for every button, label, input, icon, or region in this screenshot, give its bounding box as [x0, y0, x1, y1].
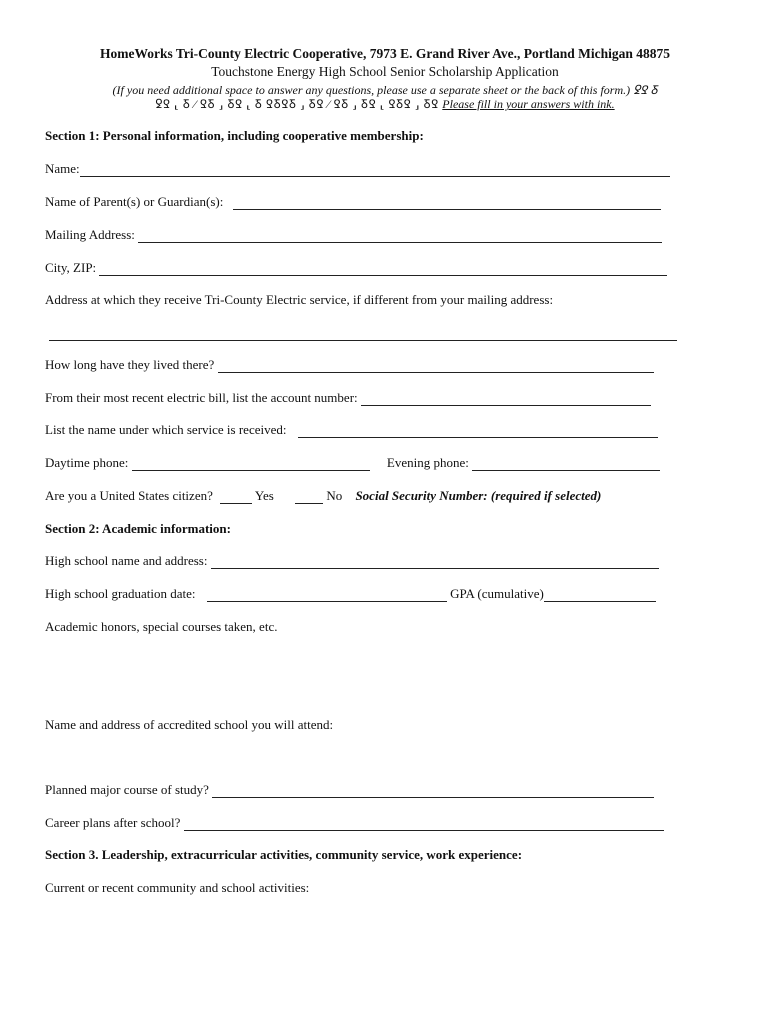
account-row — [45, 390, 651, 406]
honors-textarea[interactable] — [45, 640, 679, 710]
city-label: City, ZIP: — [45, 260, 97, 275]
career-label: Career plans after school? — [45, 815, 181, 830]
citizen-label: Are you a United States citizen? — [45, 488, 213, 503]
name-row — [45, 161, 670, 177]
daytime-label: Daytime phone: — [45, 455, 129, 470]
gpa-input[interactable] — [544, 588, 656, 602]
no-label: No — [326, 488, 343, 503]
college-label: Name and address of accredited school you will attend: — [45, 717, 334, 732]
grad-date-input[interactable] — [207, 588, 447, 602]
daytime-phone-input[interactable] — [132, 457, 370, 471]
evening-phone-input[interactable] — [472, 457, 660, 471]
garbled-glyphs-line: ꝿꝾ ⸤ Ᵹ ⁄ ꝾꝽ ⸥ ꝽꝾ ⸤ Ᵹ ꝾꝽꝾꝽ ⸥ ꝽꝾ ⁄ ꝾꝽ ⸥ ꝽꝾ ⸤ ꝾꝽꝾ ⸥ ꝽꝾ — [155, 97, 443, 111]
major-row — [45, 782, 654, 798]
career-input[interactable] — [184, 817, 664, 831]
garbled-glyphs: ꝿꝾ Ᵹ — [633, 83, 658, 97]
mailing-row — [45, 227, 662, 243]
section-3-title: Section 3. Leadership, extracurricular activities, community service, work experience: — [45, 847, 523, 862]
how-long-input[interactable] — [218, 359, 654, 373]
service-name-input[interactable] — [298, 424, 658, 438]
hs-label: High school name and address: — [45, 553, 208, 568]
citizen-row — [45, 488, 601, 504]
hs-row — [45, 553, 659, 569]
ssn-label: Social Security Number: (required if selected) — [355, 488, 602, 503]
how-long-label: How long have they lived there? — [45, 357, 215, 372]
alt-address-label: Address at which they receive Tri-County Electric service, if different from your mailing address: — [45, 292, 554, 307]
name-input[interactable] — [80, 163, 670, 177]
career-row — [45, 815, 664, 831]
evening-label: Evening phone: — [386, 455, 469, 470]
phone-row — [45, 455, 660, 471]
service-name-row — [45, 422, 658, 438]
gpa-label: GPA (cumulative) — [450, 586, 544, 601]
grad-row — [45, 586, 656, 602]
city-zip-input[interactable] — [99, 262, 667, 276]
cooperative-address-heading: HomeWorks Tri-County Electric Cooperative, 7973 E. Grand River Ave., Portland Michigan 48875 — [99, 46, 671, 61]
additional-space-text: (If you need additional space to answer any questions, please use a separate sheet or the back of this form.) — [112, 83, 631, 97]
ink-instruction — [40, 95, 730, 112]
alt-address-input[interactable] — [49, 327, 677, 341]
grad-label: High school graduation date: — [45, 586, 196, 601]
account-number-input[interactable] — [361, 392, 651, 406]
parent-label: Name of Parent(s) or Guardian(s): — [45, 194, 224, 209]
city-row — [45, 260, 667, 276]
section-2-title: Section 2: Academic information: — [45, 521, 231, 536]
parent-row — [45, 194, 661, 210]
alt-address-row — [45, 325, 677, 341]
account-label: From their most recent electric bill, list the account number: — [45, 390, 358, 405]
how-long-row — [45, 357, 654, 373]
college-textarea[interactable] — [45, 738, 679, 782]
yes-label: Yes — [254, 488, 274, 503]
mailing-label: Mailing Address: — [45, 227, 135, 242]
citizen-no-input[interactable] — [295, 490, 323, 504]
major-input[interactable] — [212, 784, 654, 798]
mailing-address-input[interactable] — [138, 229, 662, 243]
parent-input[interactable] — [233, 196, 661, 210]
service-name-label: List the name under which service is received: — [45, 422, 287, 437]
hs-address-input[interactable] — [211, 555, 659, 569]
honors-label: Academic honors, special courses taken, etc. — [45, 619, 278, 634]
ink-instruction-text: Please fill in your answers with ink. — [442, 97, 615, 111]
activities-textarea[interactable] — [45, 902, 679, 1006]
major-label: Planned major course of study? — [45, 782, 209, 797]
form-title: Touchstone Energy High School Senior Scholarship Application — [211, 64, 559, 79]
activities-label: Current or recent community and school activities: — [45, 880, 310, 895]
name-label: Name: — [45, 161, 80, 176]
section-1-title: Section 1: Personal information, including cooperative membership: — [45, 128, 424, 143]
citizen-yes-input[interactable] — [220, 490, 252, 504]
